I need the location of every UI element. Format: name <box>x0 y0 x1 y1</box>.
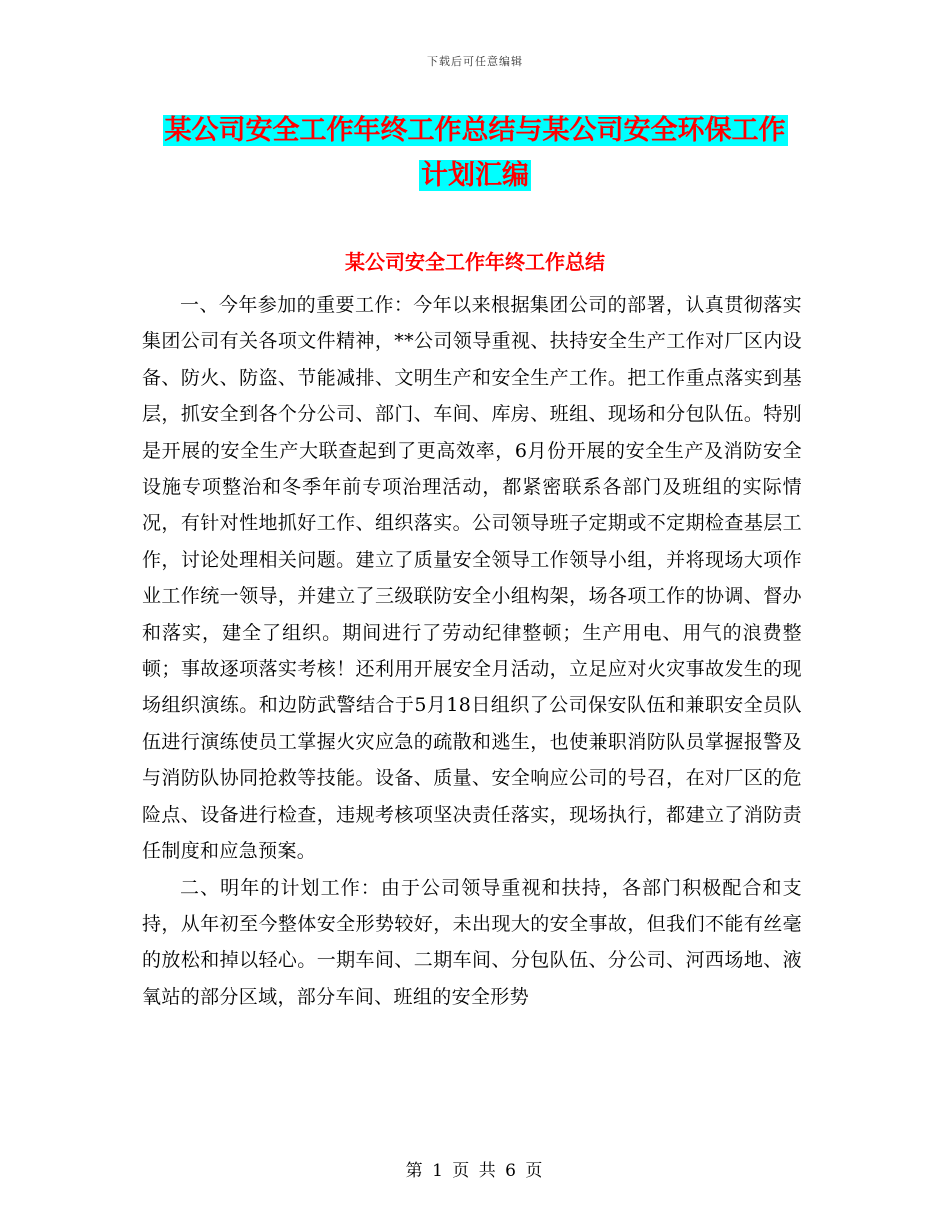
paragraph-1: 一、今年参加的重要工作：今年以来根据集团公司的部署，认真贯彻落实集团公司有关各项文件精神，**公司领导重视、扶持安全生产工作对厂区内设备、防火、防盗、节能减排、文明生产和安全生产工作。把工作重点落实到基层，抓安全到各个分公司、部门、车间、库房、班组、现场和分包队伍。特别是开展的安全生产大联查起到了更高效率，6月份开展的安全生产及消防安全设施专项整治和冬季年前专项治理活动，都紧密联系各部门及班组的实际情况，有针对性地抓好工作、组织落实。公司领导班子定期或不定期检查基层工作，讨论处理相关问题。建立了质量安全领导工作领导小组，并将现场大项作业工作统一领导，并建立了三级联防安全小组构架，场各项工作的协调、督办和落实，建全了组织。期间进行了劳动纪律整顿；生产用电、用气的浪费整顿；事故逐项落实考核！还利用开展安全月活动，立足应对火灾事故发生的现场组织演练。和边防武警结合于5月18日组织了公司保安队伍和兼职安全员队伍进行演练使员工掌握火灾应急的疏散和逃生，也使兼职消防队员掌握报警及与消防队协同抢救等技能。设备、质量、安全响应公司的号召，在对厂区的危险点、设备进行检查，违规考核项坚决责任落实，现场执行，都建立了消防责任制度和应急预案。 <box>142 294 802 863</box>
paragraph-2: 二、明年的计划工作：由于公司领导重视和扶持，各部门积极配合和支持，从年初至今整体安全形势较好，未出现大的安全事故，但我们不能有丝毫的放松和掉以轻心。一期车间、二期车间、分包队伍、分公司、河西场地、液氧站的部分区域，部分车间、班组的安全形势 <box>142 876 802 1008</box>
document-title-line-1: 某公司安全工作年终工作总结与某公司安全环保工作 <box>164 115 786 146</box>
document-body <box>142 287 802 1015</box>
section-title: 某公司安全工作年终工作总结 <box>345 250 605 274</box>
header-note: 下载后可任意编辑 <box>427 55 523 68</box>
page-footer: 第 1 页 共 6 页 <box>405 1161 545 1181</box>
document-title-line-2: 计划汇编 <box>421 160 529 191</box>
document-title <box>0 108 950 198</box>
